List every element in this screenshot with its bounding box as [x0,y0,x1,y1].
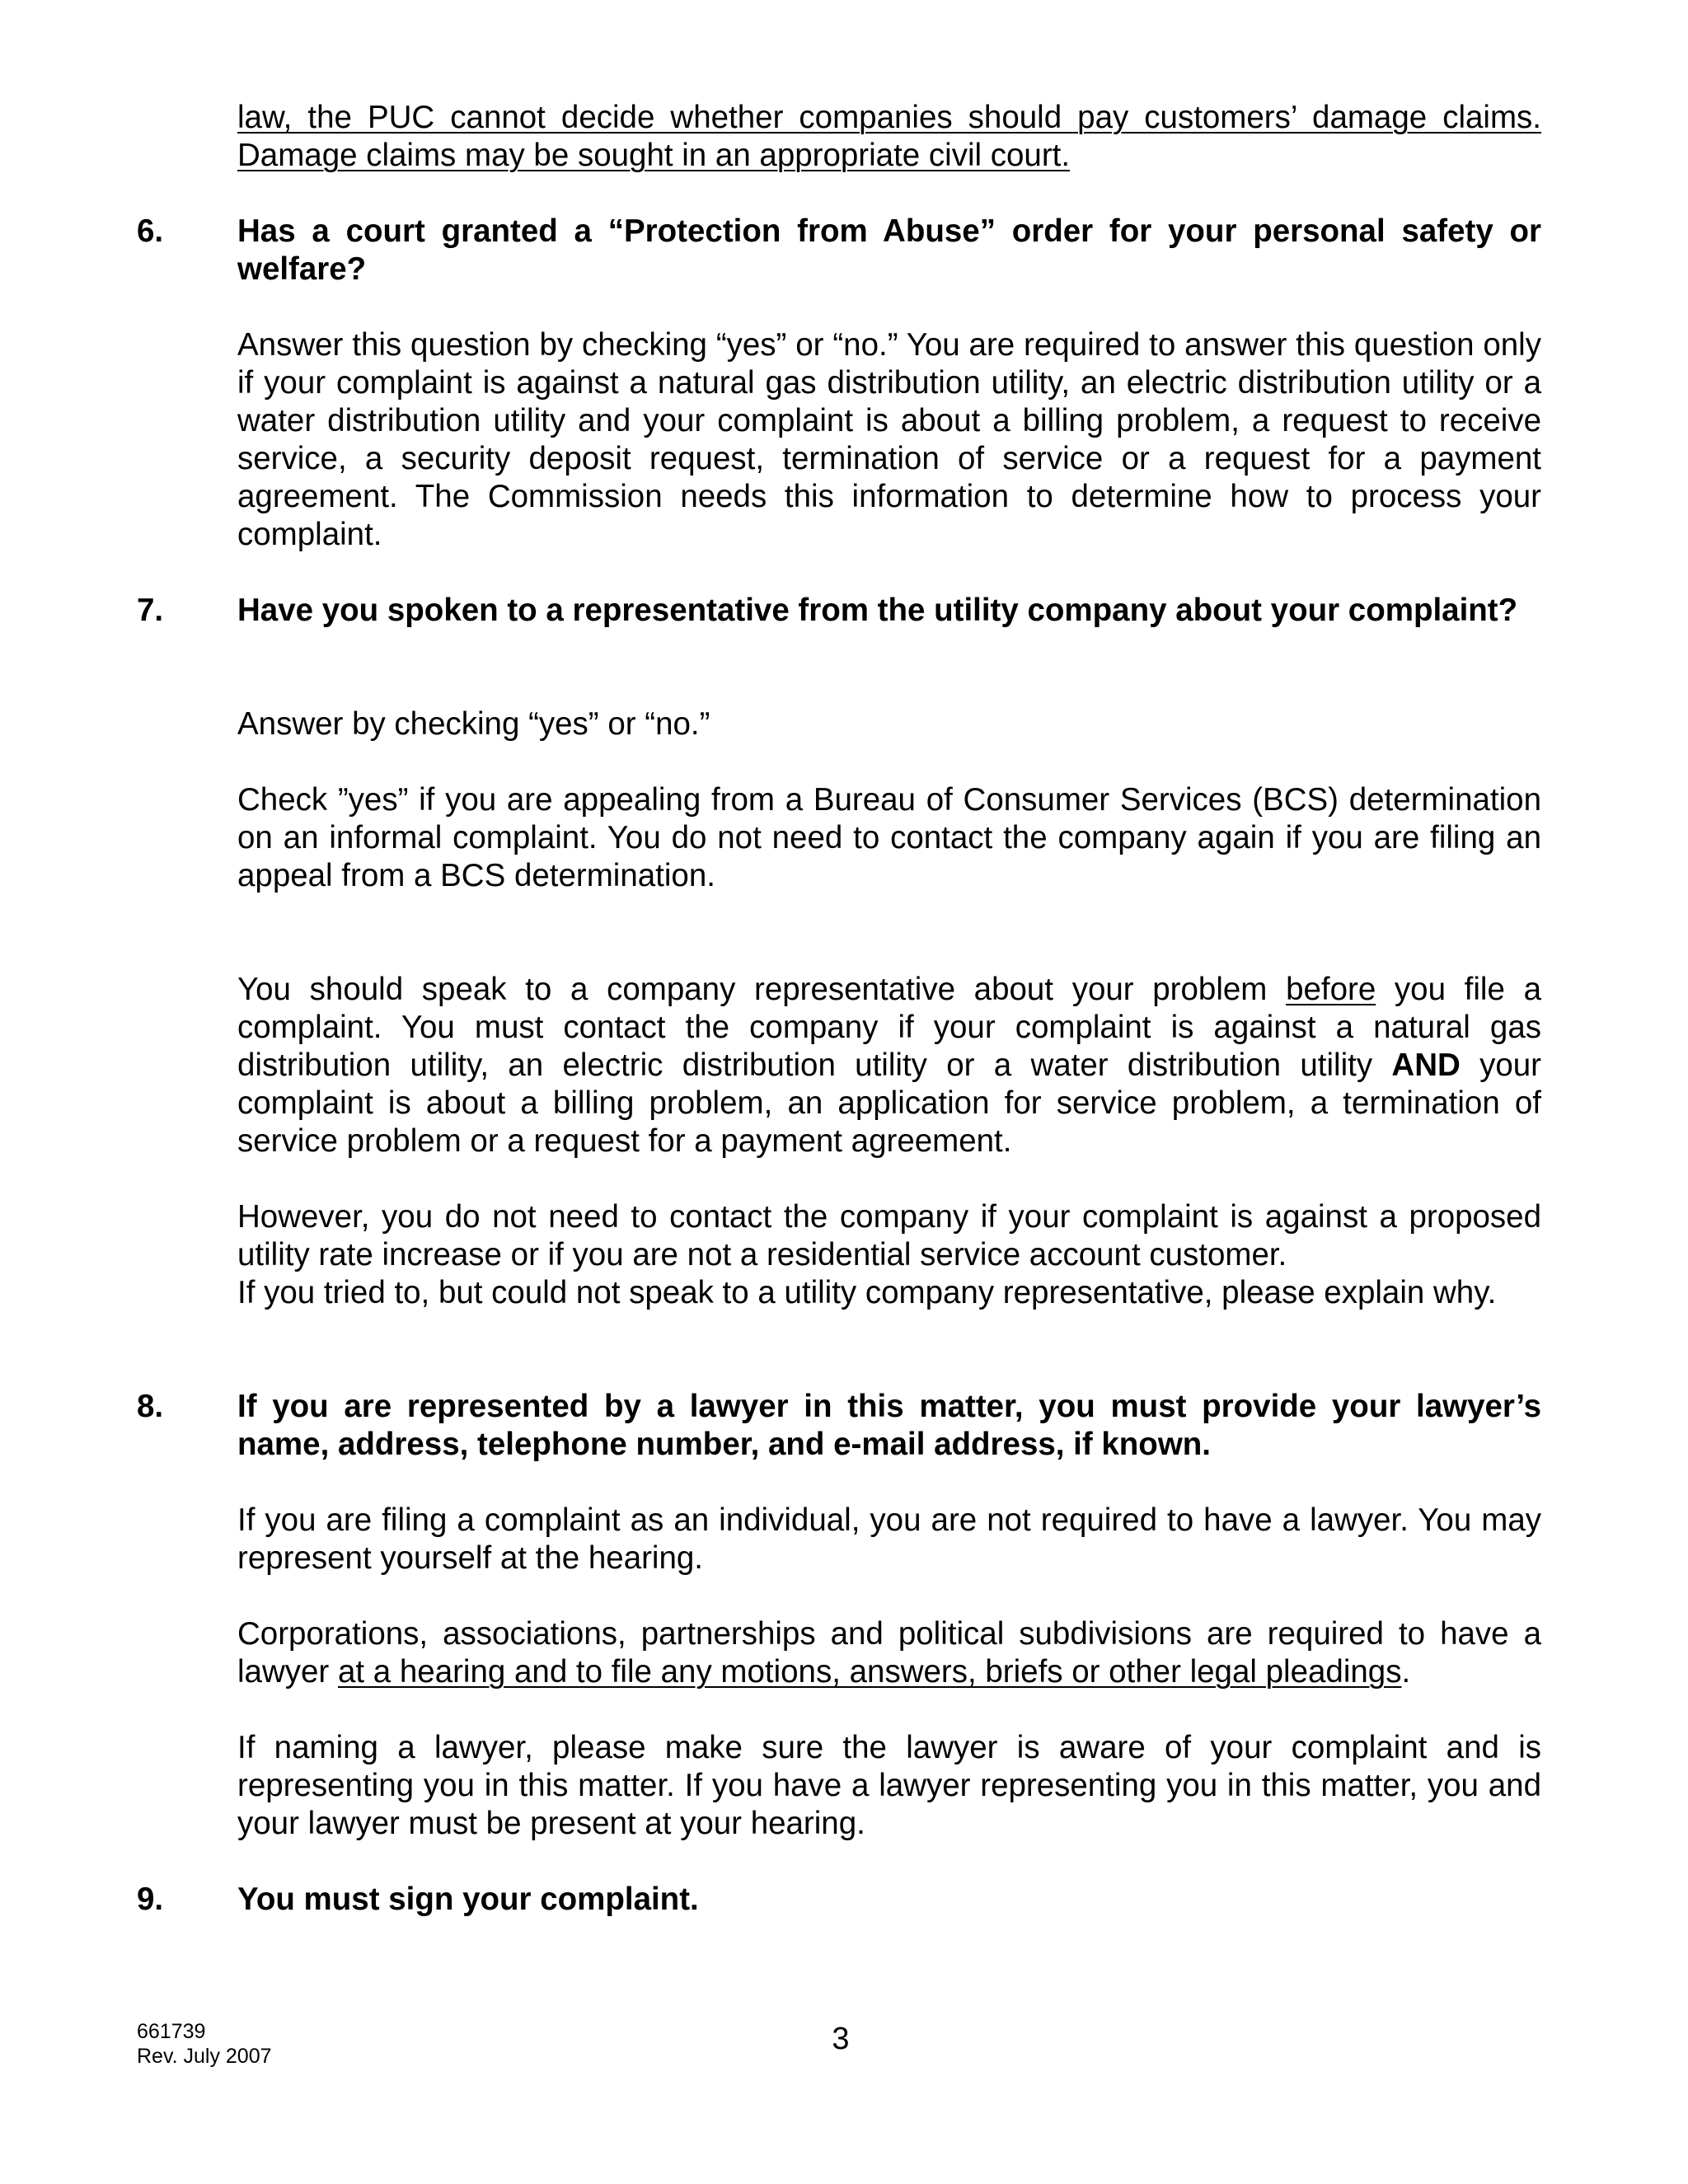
item-8-p2-text-b: . [1401,1654,1411,1690]
item-8-paragraph-3: If naming a lawyer, please make sure the lawyer is aware of your complaint and is representing you in this matter. If you have a lawyer representing you in this matter, you and your lawyer must be present at your hearing. [237,1730,1541,1841]
item-7-p3-text-c: your complaint is about a billing problem, an application for service problem, a termination of service problem or a request for a payment agreement. [237,1047,1542,1159]
item-8-p2-text-a: Corporations, associations, partnerships and political subdivisions are required to have a lawyer [237,1616,1541,1690]
page-number: 3 [832,2022,850,2056]
item-7-p3-underlined: before [1286,972,1376,1007]
item-6-heading: Has a court granted a “Protection from Abuse” order for your personal safety or welfare? [237,213,1541,287]
item-6-paragraph-1: Answer this question by checking “yes” or “no.” You are required to answer this question only if your complaint is against a natural gas distribution utility, an electric distribution utility or a water distribution utility and your complaint is about a billing problem, a request to receive service, a security deposit request, termination of service or a request for a payment agreement. The Commission needs this information to determine how to process your complaint. [237,327,1541,552]
item-8-heading: If you are represented by a lawyer in this matter, you must provide your lawyer’s name, address, telephone number, and e-mail address, if known. [237,1389,1541,1462]
item-9-heading: You must sign your complaint. [237,1882,699,1917]
footer-doc-id: 661739 [137,2020,206,2043]
footer-revision: Rev. July 2007 [137,2045,272,2068]
item-6-number: 6. [137,213,164,249]
item-8-paragraph-1: If you are filing a complaint as an individual, you are not required to have a lawyer. You may represent yourself at the hearing. [237,1502,1541,1576]
item-7-p3-text-b: you file a complaint. You must contact the company if your complaint is against a natural gas distribution utility, an electric distribution utility or a water distribution utility [237,972,1541,1083]
item-7-paragraph-5: If you tried to, but could not speak to a utility company representative, please explain why. [237,1275,1497,1310]
item-8-paragraph-2 [237,1615,1541,1691]
item-7-heading: Have you spoken to a representative from the utility company about your complaint? [237,593,1518,628]
continuation-text: law, the PUC cannot decide whether companies should pay customers’ damage claims. Damage claims may be sought in an appropriate civil court. [237,100,1541,173]
item-7-p3-text-a: You should speak to a company representative about your problem [237,972,1287,1007]
item-7-paragraph-3 [237,971,1541,1160]
item-9-number: 9. [137,1882,164,1917]
item-7-paragraph-2: Check ”yes” if you are appealing from a Bureau of Consumer Services (BCS) determination on an informal complaint. You do not need to contact the company again if you are filing an appeal from a BCS determination. [237,782,1541,893]
item-7-paragraph-1: Answer by checking “yes” or “no.” [237,706,710,742]
item-8-number: 8. [137,1389,164,1424]
item-7-paragraph-4: However, you do not need to contact the company if your complaint is against a proposed utility rate increase or if you are not a residential service account customer. [237,1199,1541,1272]
item-8-p2-underlined: at a hearing and to file any motions, answers, briefs or other legal pleadings [337,1654,1402,1690]
footer-doc-info [137,2019,272,2069]
item-7-number: 7. [137,593,164,628]
item-7-p3-bold: AND [1391,1047,1461,1083]
